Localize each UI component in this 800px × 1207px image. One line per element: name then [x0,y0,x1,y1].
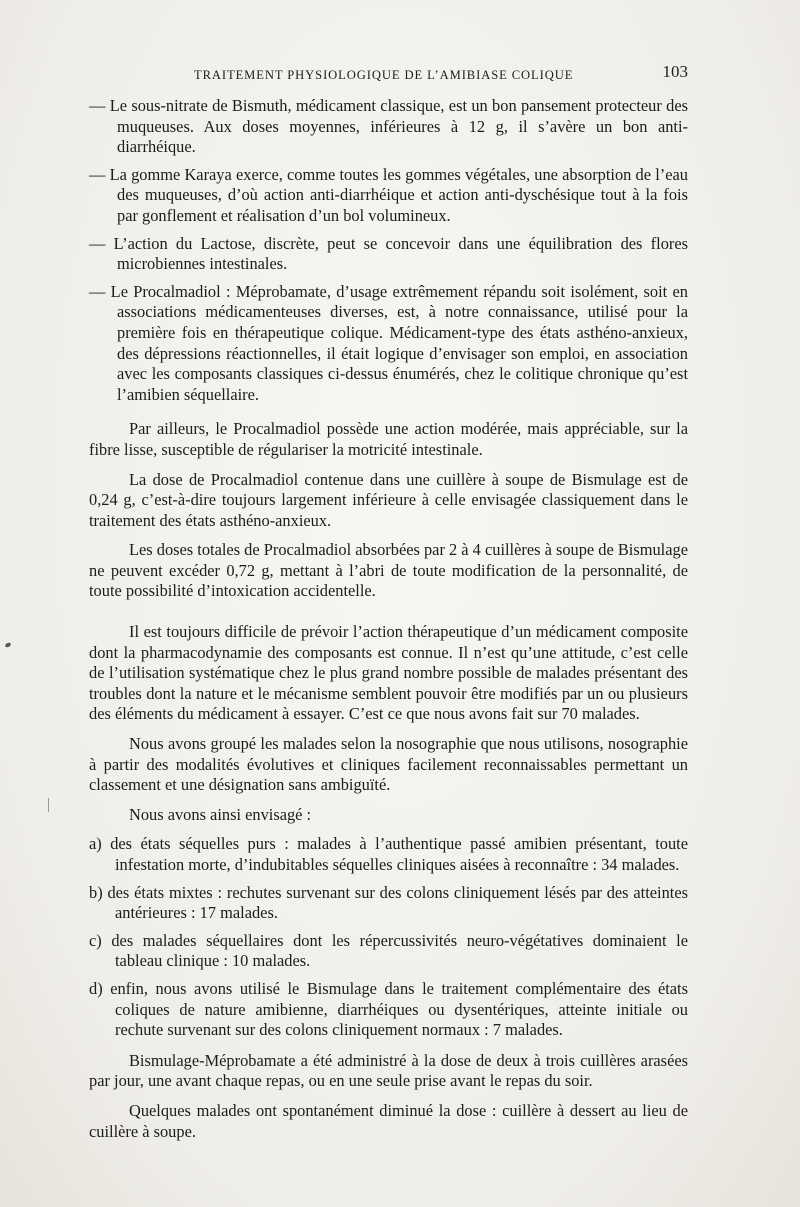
paragraph: Quelques malades ont spontanément diminué la dose : cuillère à dessert au lieu de cuillère à soupe. [89,1100,688,1141]
section-gap [89,611,688,622]
paragraph: Bismulage-Méprobamate a été administré à la dose de deux à trois cuillères arasées par jour, une avant chaque repas, ou en une seule prise avant le repas du soir. [89,1050,688,1091]
paragraph: Nous avons groupé les malades selon la nosographie que nous utilisons, nosographie à partir des modalités évolutives et cliniques facilement reconnaissables permettant un classement et une désignation sans ambiguïté. [89,734,688,795]
page-number: 103 [662,62,688,81]
running-title: TRAITEMENT PHYSIOLOGIQUE DE L’AMIBIASE COLIQUE [194,68,574,82]
running-head [89,62,688,86]
paragraph: Il est toujours difficile de prévoir l’action thérapeutique d’un médicament composite dont la pharmacodynamie des composants est connue. Il n’est qu’une attitude, c’est celle de l’utilisation systématique chez le plus grand nombre possible de malades présentant des troubles dont la nature et le mécanisme semblent pouvoir être modifiés par un ou plusieurs des éléments du médicament à essayer. C’est ce que nous avons fait sur 70 malades. [89,622,688,724]
dash-item-bismuth: — Le sous-nitrate de Bismuth, médicament classique, est un bon pansement protecteur des muqueuses. Aux doses moyennes, inférieures à 12 g, il s’avère un bon anti-diarrhéique. [89,96,688,157]
page-content [89,62,688,1151]
list-item-a: a) des états séquelles purs : malades à l’authentique passé amibien présentant, toute infestation morte, d’indubitables séquelles cliniques aisées à reconnaître : 34 malades. [89,834,688,874]
list-item-d: d) enfin, nous avons utilisé le Bismulage dans le traitement complémentaire des états coliques de nature amibienne, diarrhéiques ou dysentériques, atteinte initiale ou rechute survenant sur des colons cliniquement normaux : 7 malades. [89,978,688,1040]
dash-item-procalmadiol: — Le Procalmadiol : Méprobamate, d’usage extrêmement répandu soit isolément, soit en associations médicamenteuses diverses, est, à notre connaissance, utilisé pour la première fois en thérapeutique colique. Médicament-type des états asthéno-anxieux, des dépressions réactionnelles, il était logique d’envisager son emploi, en association avec les composants classiques ci-dessus énumérés, chez le colitique chronique qu’est l’amibien séquellaire. [89,281,688,404]
dash-item-lactose: — L’action du Lactose, discrète, peut se concevoir dans une équilibration des flores microbiennes intestinales. [89,233,688,274]
margin-mark [48,798,49,812]
paragraph: Les doses totales de Procalmadiol absorbées par 2 à 4 cuillères à soupe de Bismulage ne peuvent excéder 0,72 g, mettant à l’abri de toute modification de la personnalité, de toute possibilité d’intoxication accidentelle. [89,540,688,601]
paragraph: La dose de Procalmadiol contenue dans une cuillère à soupe de Bismulage est de 0,24 g, c’est-à-dire toujours largement inférieure à celle envisagée classiquement dans le traitement des états asthéno-anxieux. [89,469,688,530]
ink-speck [4,642,11,648]
spacer [89,412,688,419]
list-item-c: c) des malades séquellaires dont les répercussivités neuro-végétatives dominaient le tableau clinique : 10 malades. [89,930,688,971]
paragraph: Nous avons ainsi envisagé : [129,804,312,824]
paragraph: Par ailleurs, le Procalmadiol possède une action modérée, mais appréciable, sur la fibre lisse, susceptible de régulariser la motricité intestinale. [89,419,688,459]
dash-item-karaya: — La gomme Karaya exerce, comme toutes les gommes végétales, une absorption de l’eau des muqueuses, d’où action anti-diarrhéique et action anti-dyschésique tout à la fois par gonflement et réalisation d’un bol volumineux. [89,164,688,225]
list-item-b: b) des états mixtes : rechutes survenant sur des colons cliniquement lésés par des atteintes antérieures : 17 malades. [89,882,688,923]
